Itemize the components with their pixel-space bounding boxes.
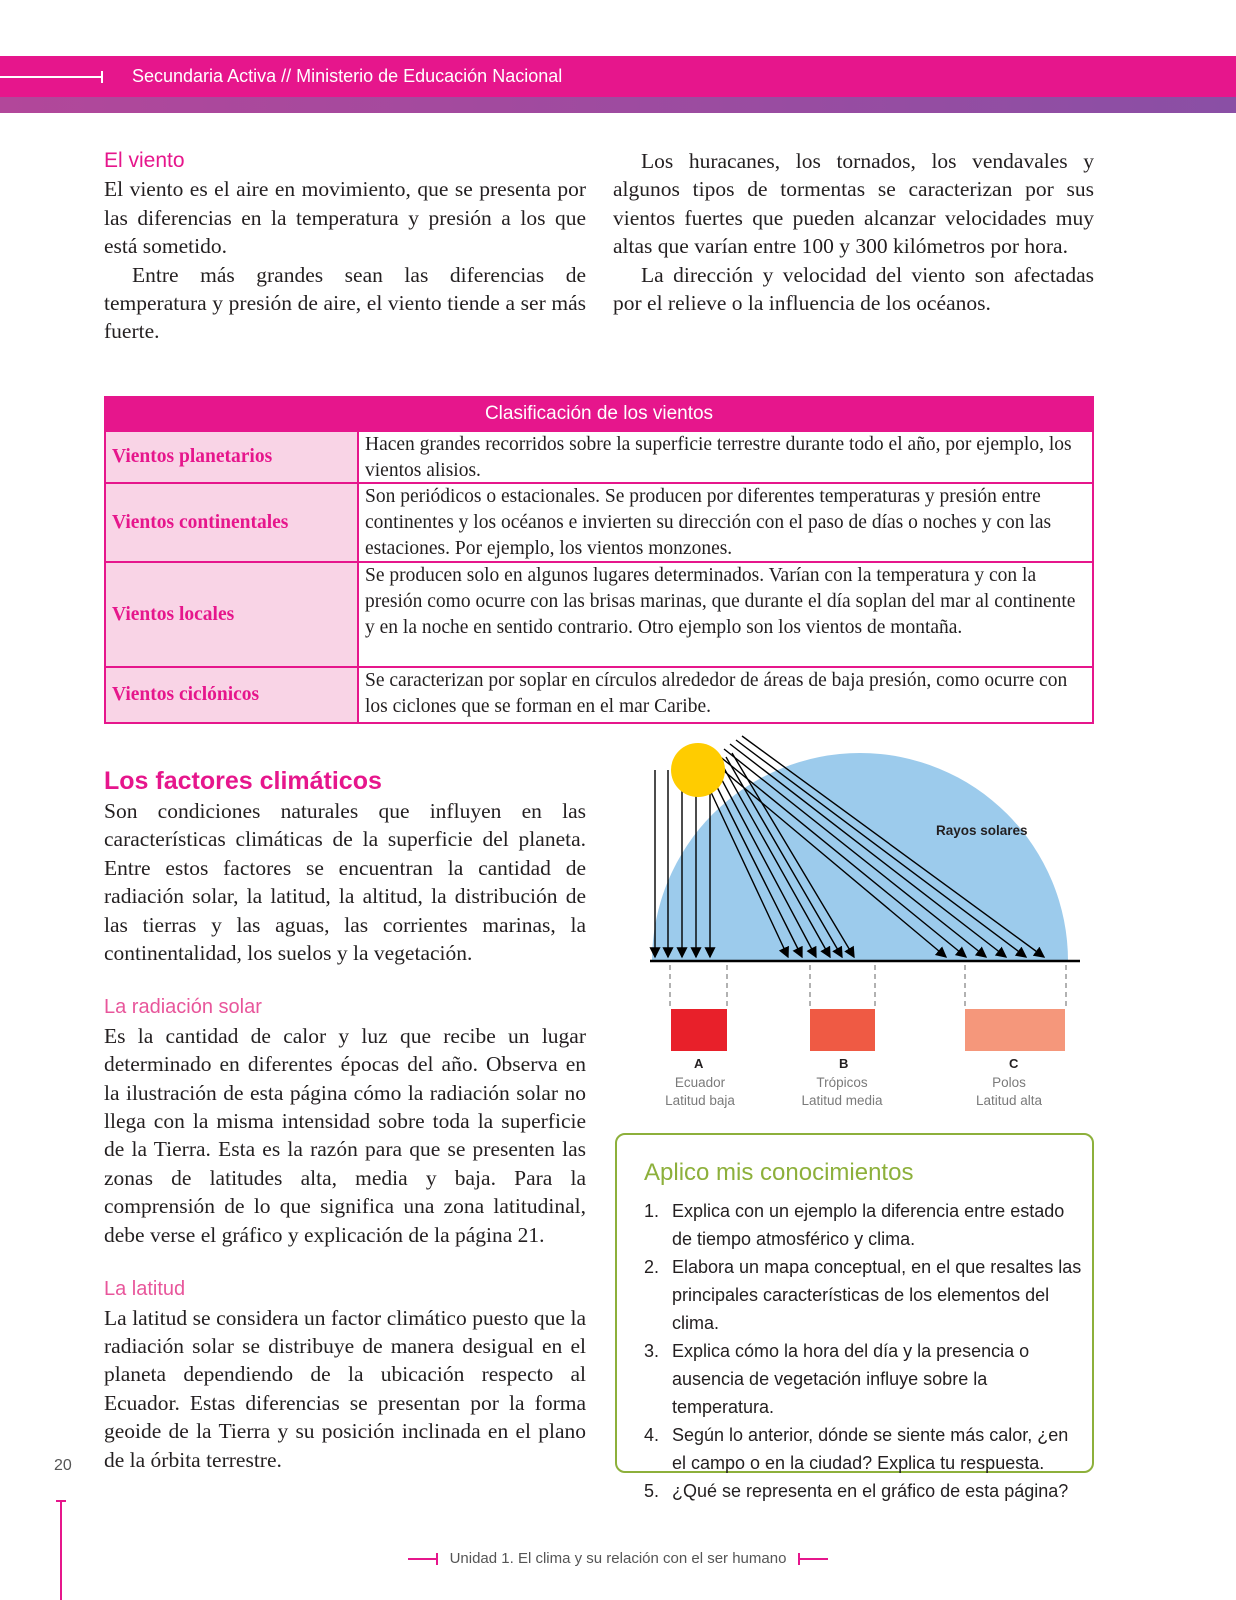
latitude-text: La latitud se considera un factor climático puesto que la radiación solar se distribuye de manera desigual en el planeta dependiendo de la ubicación respecto al Ecuador. Estas diferencias se presentan por la forma geoide de la Tierra y su posición inclinada en el plano de la órbita terrestre.: [104, 1305, 586, 1472]
table-row: [106, 561, 1092, 666]
item-number: 1.: [644, 1201, 660, 1221]
activity-item: [644, 1197, 1084, 1253]
factors-column: [104, 765, 586, 1474]
footer-mark-right: [798, 1558, 828, 1560]
activity-title: Aplico mis conocimientos: [644, 1159, 914, 1186]
table-row: [106, 666, 1092, 722]
wind-type-description: Hacen grandes recorridos sobre la superficie terrestre durante todo el año, por ejemplo, los vientos alisios.: [365, 434, 1072, 481]
header-rule-tick: [101, 71, 103, 83]
table-row: [106, 482, 1092, 561]
activity-item: [644, 1477, 1084, 1505]
latitude-heading: La latitud: [104, 1278, 186, 1301]
activity-item: [644, 1421, 1084, 1477]
margin-line-tick: [56, 1500, 66, 1502]
wind-left-column: [104, 147, 586, 346]
solar-radiation-diagram: [640, 735, 1090, 1120]
wind-right-column: [613, 147, 1094, 317]
wind-type-name: Vientos continentales: [106, 484, 359, 561]
zone-c-letter: C: [1009, 1056, 1019, 1071]
activity-item: [644, 1337, 1084, 1421]
zone-c-label: [949, 1074, 1069, 1110]
zone-c-swatch: [965, 1009, 1065, 1051]
zone-b-latitude: Latitud media: [801, 1093, 883, 1108]
header-title: Secundaria Activa // Ministerio de Educación Nacional: [132, 66, 563, 86]
zone-a-name: Ecuador: [674, 1075, 726, 1090]
wind-type-description: Se caracterizan por soplar en círculos alrededor de áreas de baja presión, como ocurre con los ciclones que se forman en el mar Caribe.: [365, 670, 1068, 717]
radiation-heading: La radiación solar: [104, 996, 262, 1019]
wind-paragraph-4: La dirección y velocidad del viento son afectadas por el relieve o la influencia de los océanos.: [613, 262, 1094, 316]
wind-type-name: Vientos ciclónicos: [106, 668, 359, 722]
zone-b-letter: B: [839, 1056, 849, 1071]
zone-b-label: [782, 1074, 902, 1110]
activity-box: [615, 1133, 1094, 1501]
wind-heading: El viento: [104, 149, 185, 172]
activity-list: [644, 1197, 1084, 1505]
header-rule: [0, 76, 102, 78]
item-number: 3.: [644, 1341, 660, 1361]
activity-item: [644, 1253, 1084, 1337]
zone-a-swatch: [671, 1009, 727, 1051]
winds-classification-table: [104, 396, 1094, 724]
wind-type-name: Vientos planetarios: [106, 432, 359, 482]
wind-type-description: Son periódicos o estacionales. Se producen por diferentes temperaturas y presión entre continentes y los océanos e invierten su dirección con el paso de días o noches y con las estaciones. Por ejemplo, los vientos monzones.: [365, 486, 1052, 559]
zone-c-name: Polos: [992, 1075, 1026, 1090]
item-number: 2.: [644, 1257, 660, 1277]
page-number: 20: [54, 1457, 72, 1474]
item-text: Elabora un mapa conceptual, en el que resaltes las principales características de los elementos del clima.: [672, 1257, 1082, 1333]
solar-rays-illustration: [640, 735, 1090, 1115]
table-row: [106, 430, 1092, 482]
zone-b-name: Trópicos: [816, 1075, 868, 1090]
zone-a-letter: A: [694, 1056, 704, 1071]
factors-intro: Son condiciones naturales que influyen en las características climáticas de la superficie del planeta. Entre estos factores se encuentran la cantidad de radiación solar, la latitud, la altitud, la distribución de las tierras y las aguas, las corrientes marinas, la continentalidad, los suelos y la vegetación.: [104, 799, 586, 966]
footer: [0, 1550, 1236, 1567]
zone-a-latitude: Latitud baja: [665, 1093, 735, 1108]
item-text: Explica con un ejemplo la diferencia entre estado de tiempo atmosférico y clima.: [672, 1201, 1065, 1249]
factors-heading: Los factores climáticos: [104, 767, 382, 795]
footer-mark-left: [408, 1558, 438, 1560]
wind-paragraph-2: Entre más grandes sean las diferencias de temperatura y presión de aire, el viento tiende a ser más fuerte.: [104, 262, 586, 344]
radiation-text: Es la cantidad de calor y luz que recibe un lugar determinado en diferentes épocas del año. Observa en la ilustración de esta página cómo la radiación solar no llega con la misma intensidad sobre toda la superficie de la Tierra. Esta es la razón para que se presenten las zonas de latitudes alta, media y baja. Para la comprensión de lo que significa una zona latitudinal, debe verse el gráfico y explicación de la página 21.: [104, 1023, 586, 1247]
header-strip: [0, 97, 1236, 113]
table-title: Clasificación de los vientos: [106, 398, 1092, 430]
zone-c-latitude: Latitud alta: [975, 1093, 1043, 1108]
zone-a-label: [640, 1074, 760, 1110]
zone-b-swatch: [810, 1009, 875, 1051]
sun-icon: [671, 743, 725, 797]
item-text: Según lo anterior, dónde se siente más calor, ¿en el campo o en la ciudad? Explica tu respuesta.: [672, 1425, 1069, 1473]
wind-paragraph-3: Los huracanes, los tornados, los vendavales y algunos tipos de tormentas se caracterizan por sus vientos fuertes que pueden alcanzar velocidades muy altas que varían entre 100 y 300 kilómetros por hora.: [613, 149, 1094, 259]
wind-paragraph-1: El viento es el aire en movimiento, que se presenta por las diferencias en la temperatura y presión a los que está sometido.: [104, 177, 586, 259]
footer-unit: Unidad 1.: [449, 1550, 514, 1567]
item-number: 5.: [644, 1481, 660, 1501]
footer-title: El clima y su relación con el ser humano: [517, 1550, 787, 1567]
wind-type-description: Se producen solo en algunos lugares determinados. Varían con la temperatura y con la presión como ocurre con las brisas marinas, que durante el día soplan del mar al continente y en la noche en sentido contrario. Otro ejemplo son los vientos de montaña.: [365, 565, 1076, 638]
item-text: ¿Qué se representa en el gráfico de esta página?: [672, 1481, 1069, 1501]
item-number: 4.: [644, 1425, 660, 1445]
wind-type-name: Vientos locales: [106, 563, 359, 666]
rays-label: Rayos solares: [936, 823, 1028, 838]
zone-guides: [670, 965, 1066, 1007]
item-text: Explica cómo la hora del día y la presencia o ausencia de vegetación influye sobre la temperatura.: [672, 1341, 1030, 1417]
